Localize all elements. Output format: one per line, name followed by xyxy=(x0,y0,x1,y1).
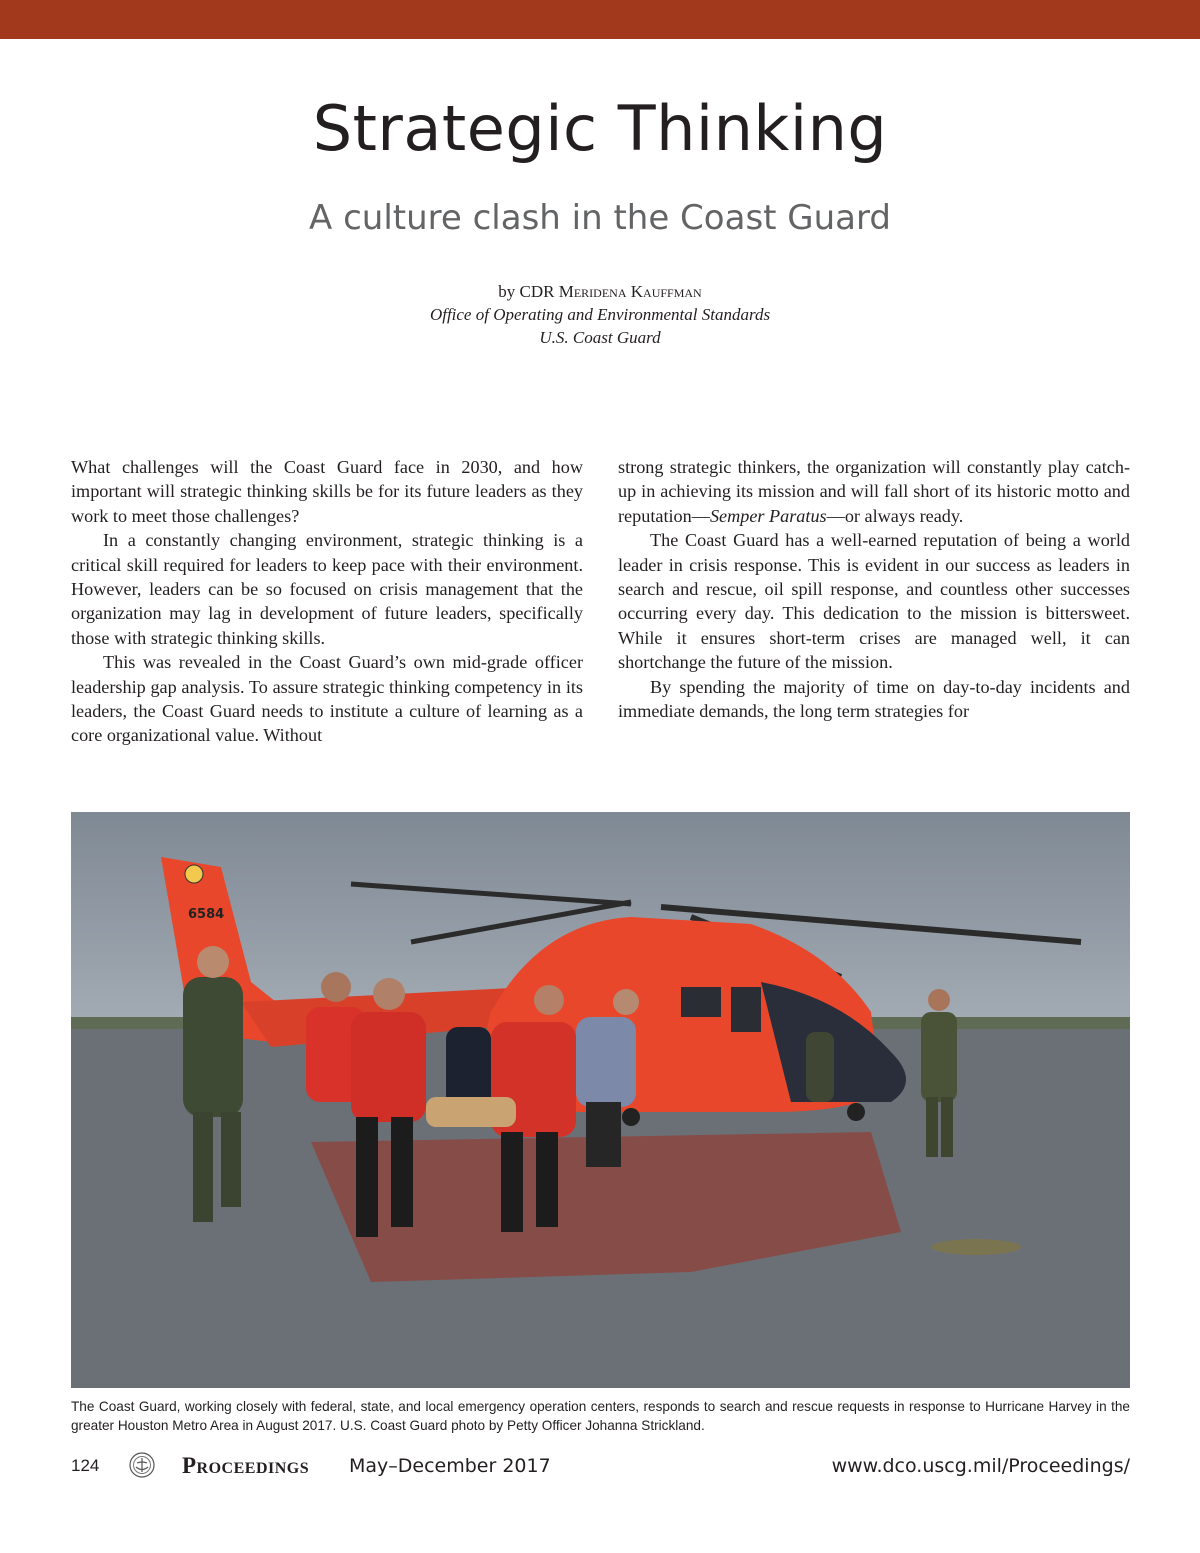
head xyxy=(197,946,229,978)
rescue-litter xyxy=(426,1097,516,1127)
crew-member-at-door xyxy=(806,1032,834,1102)
leg xyxy=(501,1132,523,1232)
head xyxy=(373,978,405,1010)
paragraph: What challenges will the Coast Guard face in 2030, and how important will strategic thinking skills be for its future leaders as they work to meet those challenges? xyxy=(71,457,583,526)
window xyxy=(681,987,721,1017)
publication-name: Proceedings xyxy=(182,1453,310,1478)
body-column-left xyxy=(71,455,583,748)
author-line xyxy=(0,280,1200,303)
leg xyxy=(926,1097,938,1157)
tail-emblem xyxy=(185,865,203,883)
head xyxy=(928,989,950,1011)
page-footer xyxy=(71,1452,1130,1482)
wheel xyxy=(847,1103,865,1121)
coast-guard-seal-icon xyxy=(129,1452,155,1478)
leg xyxy=(941,1097,953,1157)
author-office: Office of Operating and Environmental Standards xyxy=(429,305,771,324)
crew-member xyxy=(183,977,243,1117)
paragraph: The Coast Guard has a well-earned reputation of being a world leader in crisis response. This is evident in our success as leaders in search and rescue, oil spill response, and countless other successes occurring every day. This dedication to the mission is bittersweet. While it ensures short-term crises are managed well, it can shortchange the future of the mission. xyxy=(618,530,1130,673)
article-subtitle: A culture clash in the Coast Guard xyxy=(309,198,891,238)
crew-member-gray-shirt xyxy=(576,1017,636,1107)
website-link[interactable]: www.dco.uscg.mil/Proceedings/ xyxy=(831,1455,1130,1477)
body-column-right xyxy=(618,455,1130,723)
byline-prefix: by CDR xyxy=(498,282,559,301)
head xyxy=(321,972,351,1002)
shorts xyxy=(586,1102,621,1167)
helicopter-rescue-photo xyxy=(71,812,1130,1388)
paragraph: By spending the majority of time on day-to-day incidents and immediate demands, the long term strategies for xyxy=(618,676,1130,722)
open-door xyxy=(731,987,761,1032)
paragraph: In a constantly changing environment, strategic thinking is a critical skill required for leaders to keep pace with their environment. However, leaders can be so focused on crisis management that the organization may lag in development of future leaders, specifically those with strategic thinking skills. xyxy=(71,530,583,648)
paragraph: This was revealed in the Coast Guard’s own mid-grade officer leadership gap analysis. To assure strategic thinking competency in its leaders, the Coast Guard needs to institute a culture of learning as a core organizational value. Without xyxy=(71,652,583,746)
motto: Semper Paratus xyxy=(709,505,827,526)
leg xyxy=(221,1112,241,1207)
leg xyxy=(391,1117,413,1227)
paragraph xyxy=(618,455,1130,528)
head xyxy=(534,985,564,1015)
top-color-bar xyxy=(0,0,1200,39)
crew-member-standing xyxy=(921,1012,957,1102)
drain-cover xyxy=(931,1239,1021,1255)
text-run: —or always ready. xyxy=(826,505,964,526)
article-title: Strategic Thinking xyxy=(312,92,888,165)
author-org: U.S. Coast Guard xyxy=(539,328,661,347)
byline xyxy=(0,280,1200,349)
wheel xyxy=(622,1108,640,1126)
issue-date: May–December 2017 xyxy=(349,1455,551,1477)
rescue-swimmer xyxy=(351,1012,426,1122)
page-number: 124 xyxy=(71,1456,100,1475)
tail-number: 6584 xyxy=(188,907,225,922)
leg xyxy=(536,1132,558,1227)
leg xyxy=(193,1112,213,1222)
article-photo xyxy=(71,812,1130,1388)
photo-caption: The Coast Guard, working closely with federal, state, and local emergency operation centers, responds to search and rescue requests in response to Hurricane Harvey in the greater Houston Metro Area in August 2017. U.S. Coast Guard photo by Petty Officer Johanna Strickland. xyxy=(71,1399,1130,1433)
author-name: Meridena Kauffman xyxy=(558,282,702,301)
text-run: strong strategic thinkers, the organization will constantly play catch-up in achieving its mission and will fall short of its historic motto and reputation— xyxy=(618,457,1130,526)
leg xyxy=(356,1117,378,1237)
head xyxy=(613,989,639,1015)
